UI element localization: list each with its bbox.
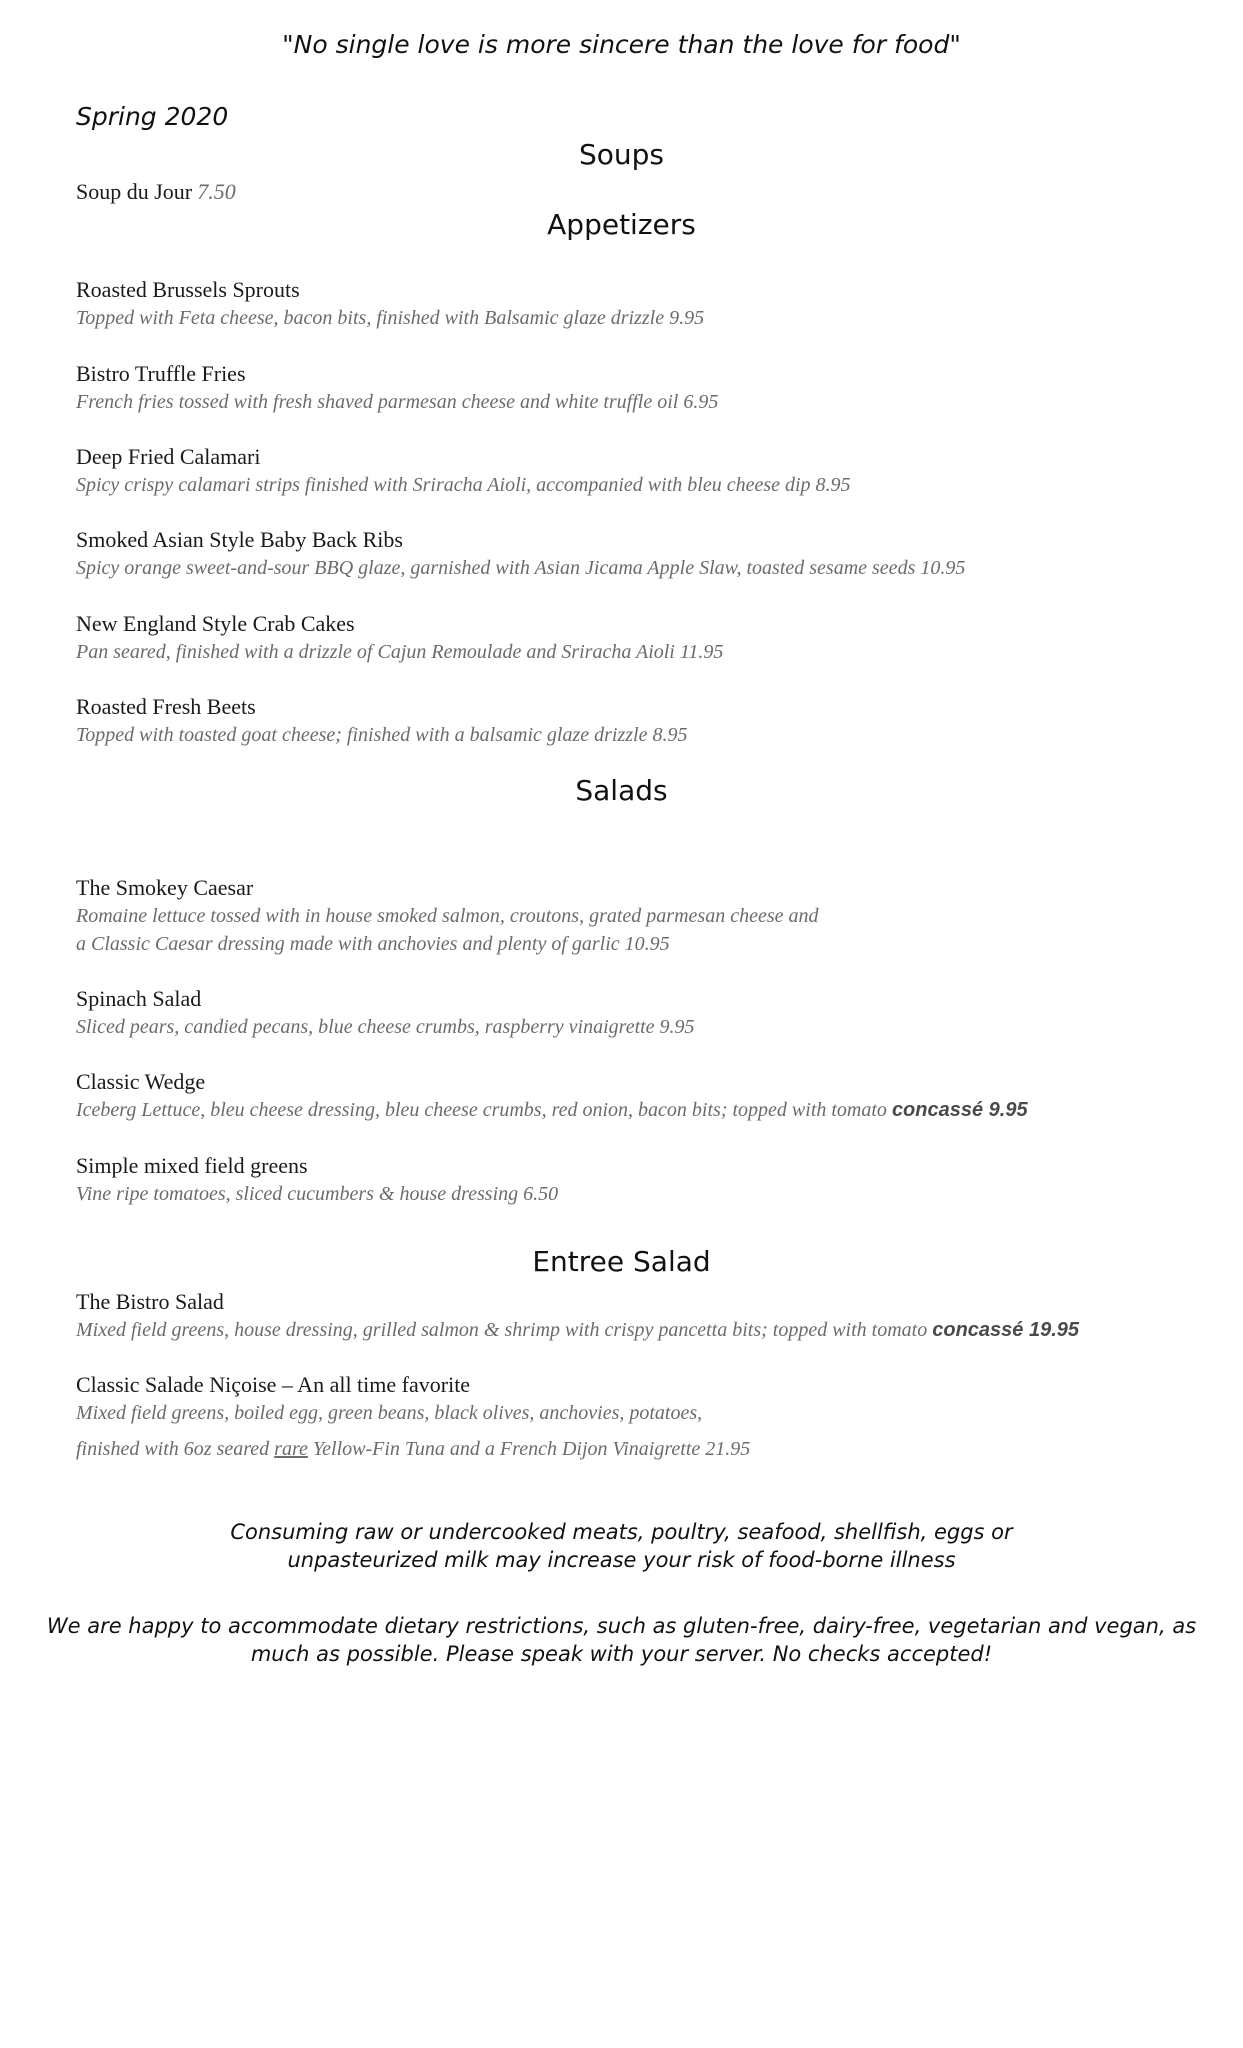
item-name: The Bistro Salad (76, 1289, 224, 1314)
menu-quote: "No single love is more sincere than the love for food" (282, 30, 961, 59)
item-price: 7.50 (197, 179, 236, 204)
item-description: Pan seared, finished with a drizzle of Cajun Remoulade and Sriracha Aioli 11.95 (76, 641, 724, 663)
menu-item-baby-back-ribs (76, 526, 965, 582)
item-name: Deep Fried Calamari (76, 444, 261, 469)
menu-item-soup-du-jour (76, 178, 236, 206)
appetizers-heading: Appetizers (547, 208, 696, 241)
item-description: Sliced pears, candied pecans, blue cheese crumbs, raspberry vinaigrette 9.95 (76, 1016, 695, 1038)
item-description: Topped with toasted goat cheese; finished with a balsamic glaze drizzle 8.95 (76, 724, 688, 746)
item-description (76, 1096, 1028, 1124)
salads-heading: Salads (575, 774, 668, 807)
menu-item-classic-wedge (76, 1068, 1028, 1124)
item-description: Spicy crispy calamari strips finished with Sriracha Aioli, accompanied with bleu cheese dip 8.95 (76, 474, 851, 496)
menu-item-crab-cakes (76, 610, 723, 666)
menu-item-brussels-sprouts (76, 276, 704, 332)
item-description-line2: a Classic Caesar dressing made with anchovies and plenty of garlic 10.95 (76, 933, 670, 955)
item-name: Smoked Asian Style Baby Back Ribs (76, 527, 403, 552)
item-underlined-word: rare (274, 1438, 308, 1460)
menu-item-roasted-beets (76, 693, 687, 749)
item-description-line2 (76, 1435, 750, 1463)
menu-item-salade-nicoise (76, 1371, 750, 1463)
dietary-notice (0, 1612, 1243, 1668)
health-notice (0, 1518, 1243, 1574)
dietary-notice-line1: We are happy to accommodate dietary restrictions, such as gluten-free, dairy-free, vegetarian and vegan, as (46, 1614, 1197, 1638)
health-notice-line2: unpasteurized milk may increase your risk of food-borne illness (287, 1548, 956, 1572)
menu-item-spinach-salad (76, 985, 695, 1041)
item-description: Spicy orange sweet-and-sour BBQ glaze, garnished with Asian Jicama Apple Slaw, toasted sesame seeds 10.95 (76, 557, 966, 579)
soups-heading: Soups (578, 138, 664, 171)
menu-item-calamari (76, 443, 851, 499)
item-name: Spinach Salad (76, 986, 202, 1011)
item-name: Soup du Jour (76, 179, 193, 204)
item-description (76, 1316, 1079, 1344)
entree-salad-heading: Entree Salad (532, 1245, 711, 1278)
health-notice-line1: Consuming raw or undercooked meats, poultry, seafood, shellfish, eggs or (230, 1520, 1013, 1544)
item-accent-price: concassé 19.95 (932, 1319, 1080, 1341)
item-description: French fries tossed with fresh shaved parmesan cheese and white truffle oil 6.95 (76, 391, 719, 413)
item-description-line1: Mixed field greens, boiled egg, green beans, black olives, anchovies, potatoes, (76, 1402, 703, 1424)
item-description: Vine ripe tomatoes, sliced cucumbers & house dressing 6.50 (76, 1183, 559, 1205)
item-description-text: Iceberg Lettuce, bleu cheese dressing, bleu cheese crumbs, red onion, bacon bits; topped with tomato (76, 1099, 892, 1121)
item-description-text: Yellow-Fin Tuna and a French Dijon Vinaigrette 21.95 (307, 1438, 751, 1460)
item-name: Simple mixed field greens (76, 1153, 308, 1178)
item-name: Classic Wedge (76, 1069, 206, 1094)
menu-item-truffle-fries (76, 360, 718, 416)
item-name: Roasted Fresh Beets (76, 694, 256, 719)
item-name: Bistro Truffle Fries (76, 361, 246, 386)
item-name: The Smokey Caesar (76, 875, 254, 900)
dietary-notice-line2: much as possible. Please speak with your server. No checks accepted! (250, 1642, 993, 1666)
item-description-text: finished with 6oz seared (76, 1438, 275, 1460)
item-description-line1: Romaine lettuce tossed with in house smoked salmon, croutons, grated parmesan cheese and (76, 905, 819, 927)
menu-item-smokey-caesar (76, 874, 818, 958)
item-description-text: Mixed field greens, house dressing, grilled salmon & shrimp with crispy pancetta bits; topped with tomato (76, 1319, 933, 1341)
menu-item-bistro-salad (76, 1288, 1079, 1344)
season-label: Spring 2020 (76, 102, 229, 131)
item-name: New England Style Crab Cakes (76, 611, 355, 636)
item-name: Classic Salade Niçoise – An all time favorite (76, 1372, 471, 1397)
menu-item-mixed-field-greens (76, 1152, 558, 1208)
item-description: Topped with Feta cheese, bacon bits, finished with Balsamic glaze drizzle 9.95 (76, 307, 705, 329)
item-accent-price: concassé 9.95 (891, 1099, 1028, 1121)
item-name: Roasted Brussels Sprouts (76, 277, 300, 302)
